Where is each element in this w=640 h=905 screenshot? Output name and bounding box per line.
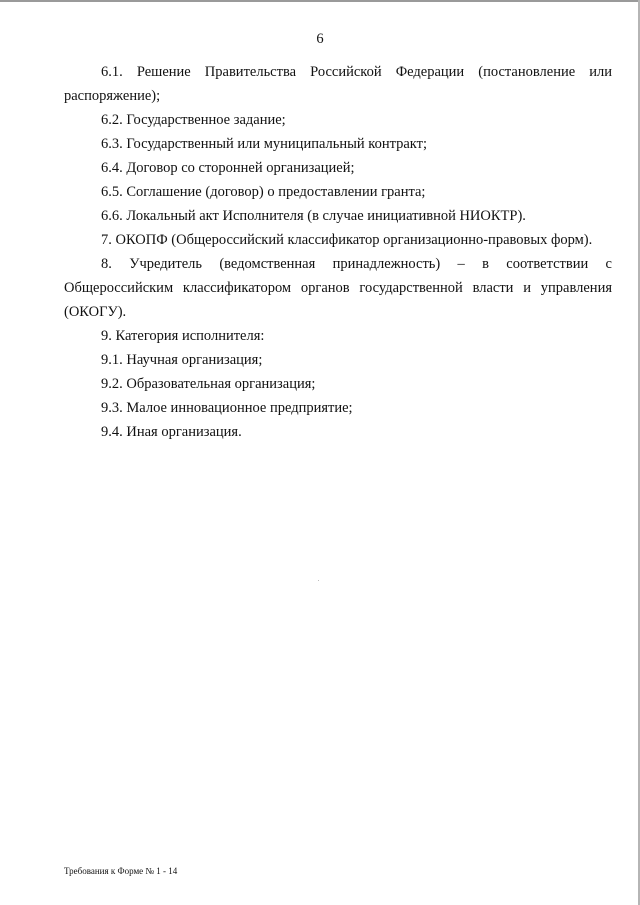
paragraph-6-2: 6.2. Государственное задание; [101, 112, 286, 128]
paragraph-9-2: 9.2. Образовательная организация; [101, 376, 316, 392]
scan-edge-top [0, 0, 640, 2]
paragraph-7: 7. ОКОПФ (Общероссийский классификатор организационно-правовых форм). [101, 232, 593, 248]
paragraph-8: 8. Учредитель (ведомственная принадлежность) – в соответствии с Общероссийским классификатором органов государственной власти и управления (ОКОГУ). [64, 256, 612, 320]
paragraph-9-1: 9.1. Научная организация; [101, 352, 263, 368]
paragraph-9-4: 9.4. Иная организация. [101, 424, 242, 440]
paragraph-6-4: 6.4. Договор со сторонней организацией; [101, 160, 355, 176]
document-body [64, 60, 612, 444]
paragraph-6-1: 6.1. Решение Правительства Российской Федерации (постановление или распоряжение); [64, 64, 612, 104]
scan-speck [318, 580, 319, 581]
paragraph-6-3: 6.3. Государственный или муниципальный контракт; [101, 136, 427, 152]
paragraph-9-3: 9.3. Малое инновационное предприятие; [101, 400, 353, 416]
paragraph-9: 9. Категория исполнителя: [101, 328, 265, 344]
paragraph-6-6: 6.6. Локальный акт Исполнителя (в случае инициативной НИОКТР). [101, 208, 526, 224]
page-footer: Требования к Форме № 1 - 14 [64, 866, 178, 876]
paragraph-6-5: 6.5. Соглашение (договор) о предоставлении гранта; [101, 184, 426, 200]
page-number: 6 [316, 31, 324, 47]
